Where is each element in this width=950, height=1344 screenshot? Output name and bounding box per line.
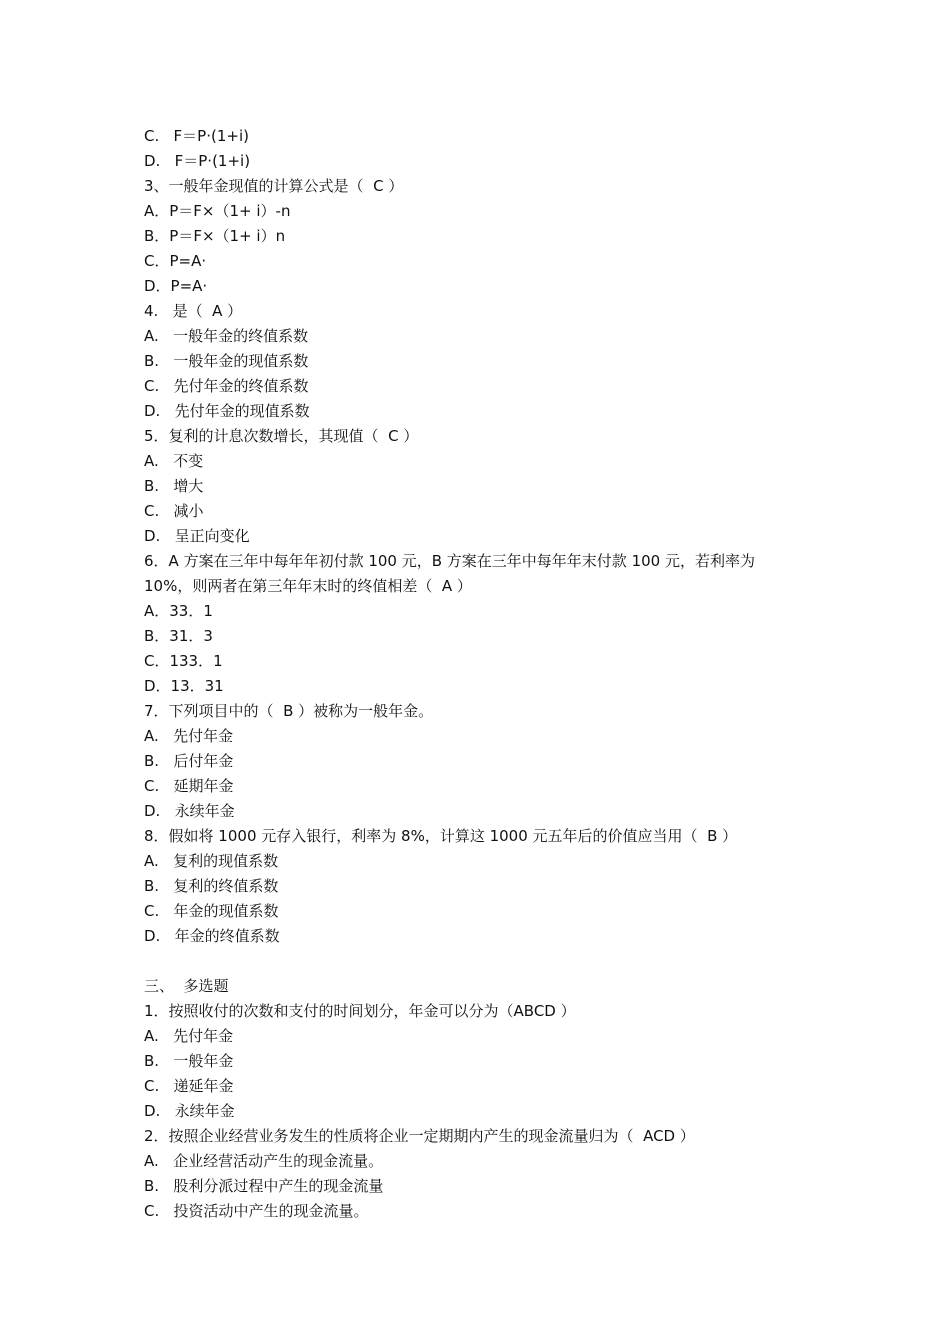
text-line: D. 先付年金的现值系数 — [144, 402, 310, 420]
text-line: A. 企业经营活动产生的现金流量。 — [144, 1152, 384, 1170]
text-line: A．33．1 — [144, 602, 213, 620]
text-line: C. F＝P·(1+i) — [144, 127, 249, 145]
section-heading: 三、 多选题 — [144, 977, 229, 995]
text-line: C. 减小 — [144, 502, 204, 520]
text-line: C. 投资活动中产生的现金流量。 — [144, 1202, 369, 1220]
text-line: C．P=A· — [144, 252, 207, 270]
text-line: C. 年金的现值系数 — [144, 902, 279, 920]
text-line: D．P=A· — [144, 277, 208, 295]
text-line: A. 先付年金 — [144, 727, 234, 745]
text-line: C．133．1 — [144, 652, 223, 670]
question-4: 4. 是（ A ） — [144, 302, 243, 320]
question-5: 5．复利的计息次数增长，其现值（ C ） — [144, 427, 419, 445]
text-line: D．13．31 — [144, 677, 224, 695]
text-line: 10%，则两者在第三年年末时的终值相差（ A ） — [144, 577, 472, 595]
text-line: A．P＝F×（1+ i）-n — [144, 202, 291, 220]
text-line: B. 后付年金 — [144, 752, 234, 770]
text-line: C. 先付年金的终值系数 — [144, 377, 309, 395]
question-6: 6．A 方案在三年中每年年初付款 100 元，B 方案在三年中每年年末付款 100 元，若利率为 — [144, 552, 755, 570]
blank-line — [144, 949, 814, 974]
text-line: B．P＝F×（1+ i）n — [144, 227, 286, 245]
text-line: A. 不变 — [144, 452, 204, 470]
text-line: B. 一般年金 — [144, 1052, 234, 1070]
question-8: 8．假如将 1000 元存入银行，利率为 8%，计算这 1000 元五年后的价值应当用（ B ） — [144, 827, 738, 845]
text-line: B．31．3 — [144, 627, 213, 645]
question-1-multi: 1．按照收付的次数和支付的时间划分，年金可以分为（ABCD ） — [144, 1002, 576, 1020]
text-line: B. 增大 — [144, 477, 204, 495]
text-line: C. 递延年金 — [144, 1077, 234, 1095]
text-line: A. 一般年金的终值系数 — [144, 327, 309, 345]
question-2-multi: 2．按照企业经营业务发生的性质将企业一定期期内产生的现金流量归为（ ACD ） — [144, 1127, 695, 1145]
question-7: 7．下列项目中的（ B ）被称为一般年金。 — [144, 702, 434, 720]
question-3: 3、一般年金现值的计算公式是（ C ） — [144, 177, 404, 195]
text-line: B. 一般年金的现值系数 — [144, 352, 309, 370]
text-line: D. F＝P·(1+i) — [144, 152, 251, 170]
text-line: B. 复利的终值系数 — [144, 877, 279, 895]
text-line: D. 年金的终值系数 — [144, 927, 280, 945]
text-line: D. 永续年金 — [144, 802, 235, 820]
text-line: A. 复利的现值系数 — [144, 852, 279, 870]
document-content — [144, 124, 814, 1224]
text-line: D. 永续年金 — [144, 1102, 235, 1120]
text-line: D. 呈正向变化 — [144, 527, 250, 545]
text-line: C. 延期年金 — [144, 777, 234, 795]
text-line: B. 股利分派过程中产生的现金流量 — [144, 1177, 384, 1195]
text-line: A. 先付年金 — [144, 1027, 234, 1045]
